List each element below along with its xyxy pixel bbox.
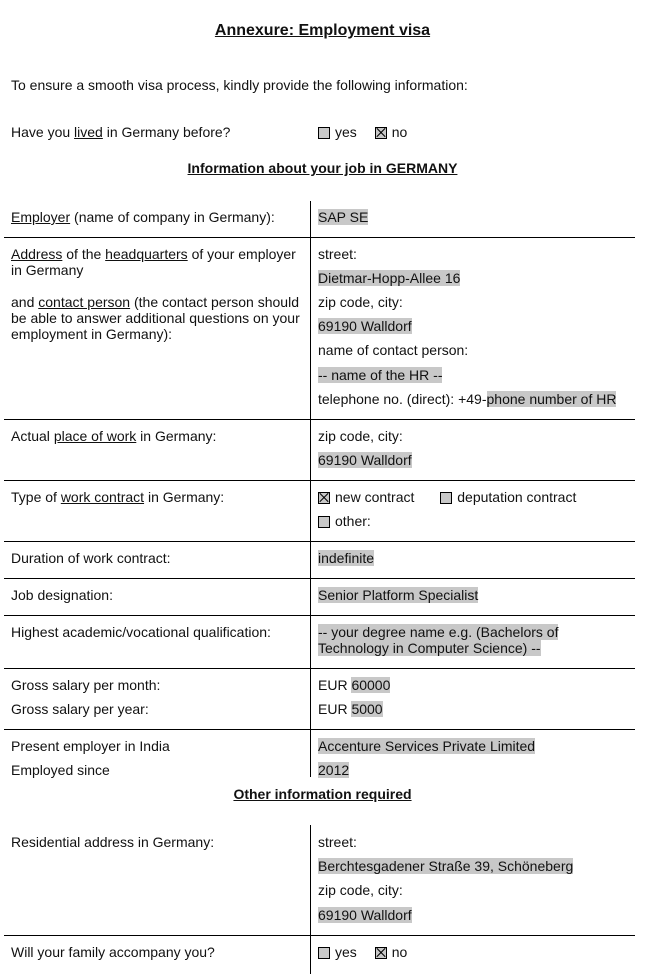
- row-divider: [4, 668, 635, 669]
- row-divider: [4, 615, 635, 616]
- qualification-value[interactable]: -- your degree name e.g. (Bachelors of Technology in Computer Science) --: [318, 624, 559, 656]
- table-divider: [310, 201, 311, 777]
- employer-value[interactable]: SAP SE: [318, 209, 369, 225]
- present-employer-label: Present employer in India: [11, 738, 170, 754]
- residence-zip-label: zip code, city:: [318, 882, 403, 898]
- new-contract-checkbox[interactable]: [318, 492, 330, 504]
- family-yes-checkbox[interactable]: [318, 947, 330, 959]
- row-divider: [4, 578, 635, 579]
- salary-month-value[interactable]: EUR 60000: [318, 677, 391, 693]
- row-divider: [4, 237, 635, 238]
- residence-label: Residential address in Germany:: [11, 834, 215, 850]
- address-label: Address of the headquarters of your employer in Germany: [11, 246, 296, 278]
- address-zip-label: zip code, city:: [318, 294, 403, 310]
- residence-street-label: street:: [318, 834, 357, 850]
- duration-label: Duration of work contract:: [11, 550, 171, 566]
- employer-label: Employer (name of company in Germany):: [11, 209, 275, 225]
- employed-since-value[interactable]: 2012: [318, 762, 350, 778]
- qualification-label: Highest academic/vocational qualification:: [11, 624, 271, 640]
- row-divider: [4, 729, 635, 730]
- row-divider: [4, 480, 635, 481]
- residence-street-value[interactable]: Berchtesgadener Straße 39, Schöneberg: [318, 858, 574, 874]
- present-employer-value[interactable]: Accenture Services Private Limited: [318, 738, 536, 754]
- salary-year-label: Gross salary per year:: [11, 701, 149, 717]
- designation-label: Job designation:: [11, 587, 113, 603]
- address-street-value[interactable]: Dietmar-Hopp-Allee 16: [318, 270, 461, 286]
- contact-person-label: and contact person (the contact person should be able to answer additional questions on your employment in Germany):: [11, 294, 300, 342]
- lived-no-checkbox[interactable]: [375, 127, 387, 139]
- deputation-contract-checkbox[interactable]: [440, 492, 452, 504]
- contact-name-label: name of contact person:: [318, 342, 469, 358]
- residence-zip-value[interactable]: 69190 Walldorf: [318, 907, 412, 923]
- family-no-checkbox[interactable]: [375, 947, 387, 959]
- lived-question: Have you lived in Germany before?: [11, 124, 231, 140]
- row-divider: [4, 419, 635, 420]
- section-job-heading: Information about your job in GERMANY: [187, 160, 458, 176]
- address-street-label: street:: [318, 246, 357, 262]
- section-other-heading: Other information required: [233, 786, 412, 802]
- designation-value[interactable]: Senior Platform Specialist: [318, 587, 479, 603]
- work-zip-label: zip code, city:: [318, 428, 403, 444]
- page-title: Annexure: Employment visa: [214, 22, 431, 39]
- new-contract-label: new contract: [335, 489, 415, 505]
- row-divider: [4, 935, 635, 936]
- family-yes-label: yes: [335, 944, 357, 960]
- contract-type-options: [318, 489, 638, 505]
- employed-since-label: Employed since: [11, 762, 110, 778]
- contract-other: [318, 513, 638, 529]
- work-zip-value[interactable]: 69190 Walldorf: [318, 452, 412, 468]
- lived-options: [318, 124, 407, 140]
- table-divider: [310, 825, 311, 974]
- contact-name-value[interactable]: -- name of the HR --: [318, 367, 443, 383]
- contract-type-label: Type of work contract in Germany:: [11, 489, 225, 505]
- salary-month-label: Gross salary per month:: [11, 677, 161, 693]
- row-divider: [4, 541, 635, 542]
- deputation-contract-label: deputation contract: [457, 489, 577, 505]
- duration-value[interactable]: indefinite: [318, 550, 375, 566]
- contact-phone[interactable]: telephone no. (direct): +49-phone number of HR: [318, 391, 617, 407]
- lived-yes-checkbox[interactable]: [318, 127, 330, 139]
- address-zip-value[interactable]: 69190 Walldorf: [318, 318, 412, 334]
- lived-yes-label: yes: [335, 124, 357, 140]
- family-options: [318, 944, 638, 960]
- other-contract-checkbox[interactable]: [318, 516, 330, 528]
- lived-no-label: no: [391, 124, 408, 140]
- salary-year-value[interactable]: EUR 5000: [318, 701, 383, 717]
- family-no-label: no: [391, 944, 408, 960]
- family-label: Will your family accompany you?: [11, 944, 215, 960]
- work-place-label: Actual place of work in Germany:: [11, 428, 217, 444]
- intro-text: To ensure a smooth visa process, kindly provide the following information:: [11, 77, 468, 93]
- other-contract-label: other:: [335, 513, 371, 529]
